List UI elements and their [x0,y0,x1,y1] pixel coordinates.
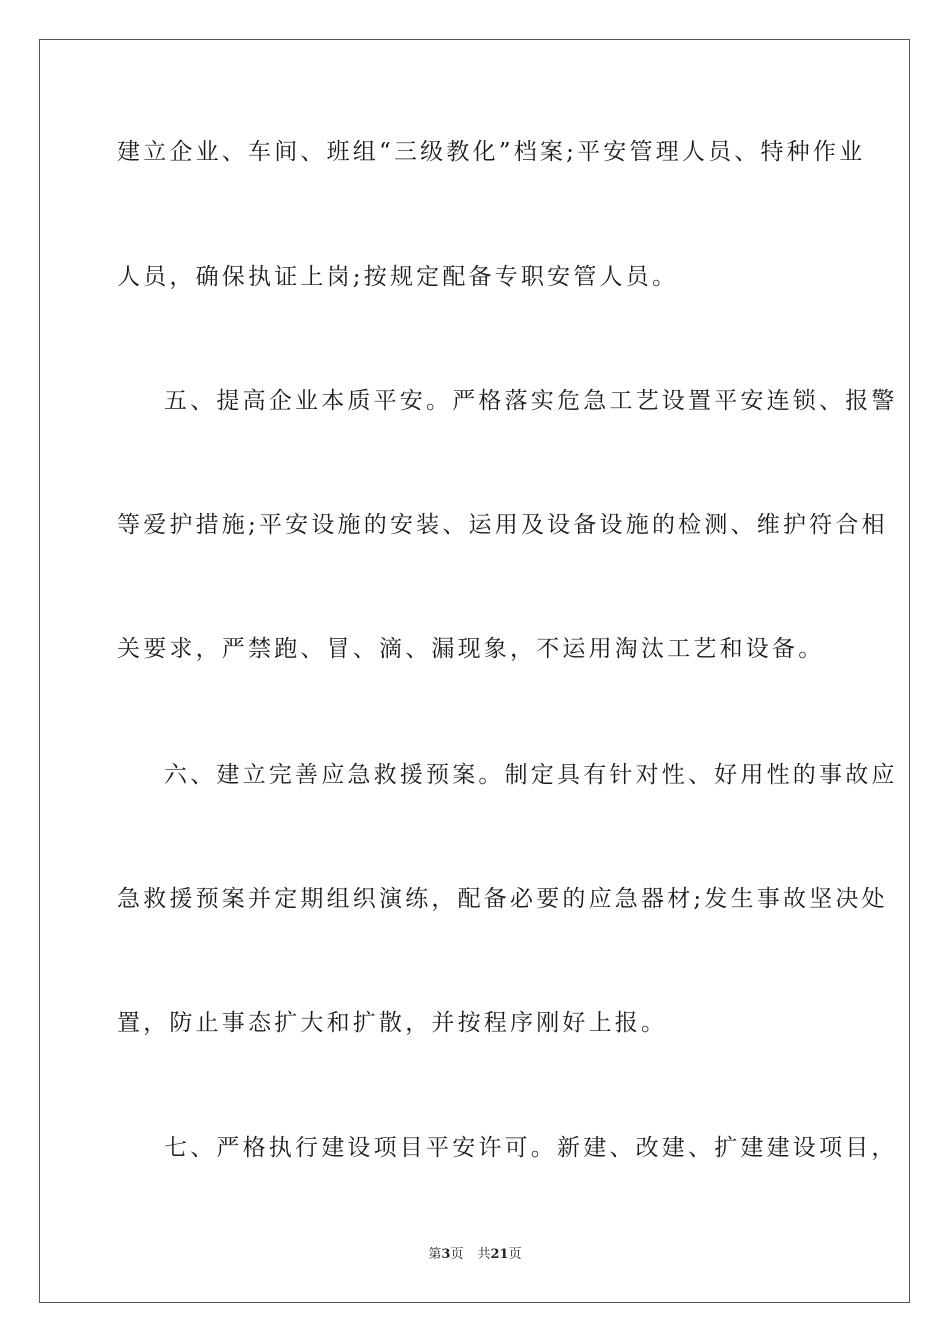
paragraph-line: 置，防止事态扩大和扩散，并按程序刚好上报。 [117,1010,668,1036]
paragraph-line: 关要求，严禁跑、冒、滴、漏现象，不运用淘汰工艺和设备。 [117,636,825,662]
section-heading-line: 七、严格执行建设项目平安许可。新建、改建、扩建建设项目， [164,1135,898,1161]
page-prefix: 第 [428,1247,442,1262]
paragraph-line: 人员，确保执证上岗;按规定配备专职安管人员。 [117,264,679,290]
page-suffix: 页 [450,1247,464,1262]
page-number: 3 [441,1247,451,1262]
section-heading-line: 五、提高企业本质平安。严格落实危急工艺设置平安连锁、报警 [164,388,898,414]
total-suffix: 页 [508,1247,522,1262]
paragraph-line: 建立企业、车间、班组“三级教化”档案;平安管理人员、特种作业 [117,139,866,165]
total-pages: 21 [490,1247,509,1262]
page-border [39,39,910,1303]
page-footer [0,1246,950,1264]
paragraph-line: 急救援预案并定期组织演练，配备必要的应急器材;发生事故坚决处 [117,886,888,912]
total-prefix: 共 [477,1247,491,1262]
section-heading-line: 六、建立完善应急救援预案。制定具有针对性、好用性的事故应 [164,762,898,788]
paragraph-line: 等爱护措施;平安设施的安装、运用及设备设施的检测、维护符合相 [117,512,888,538]
